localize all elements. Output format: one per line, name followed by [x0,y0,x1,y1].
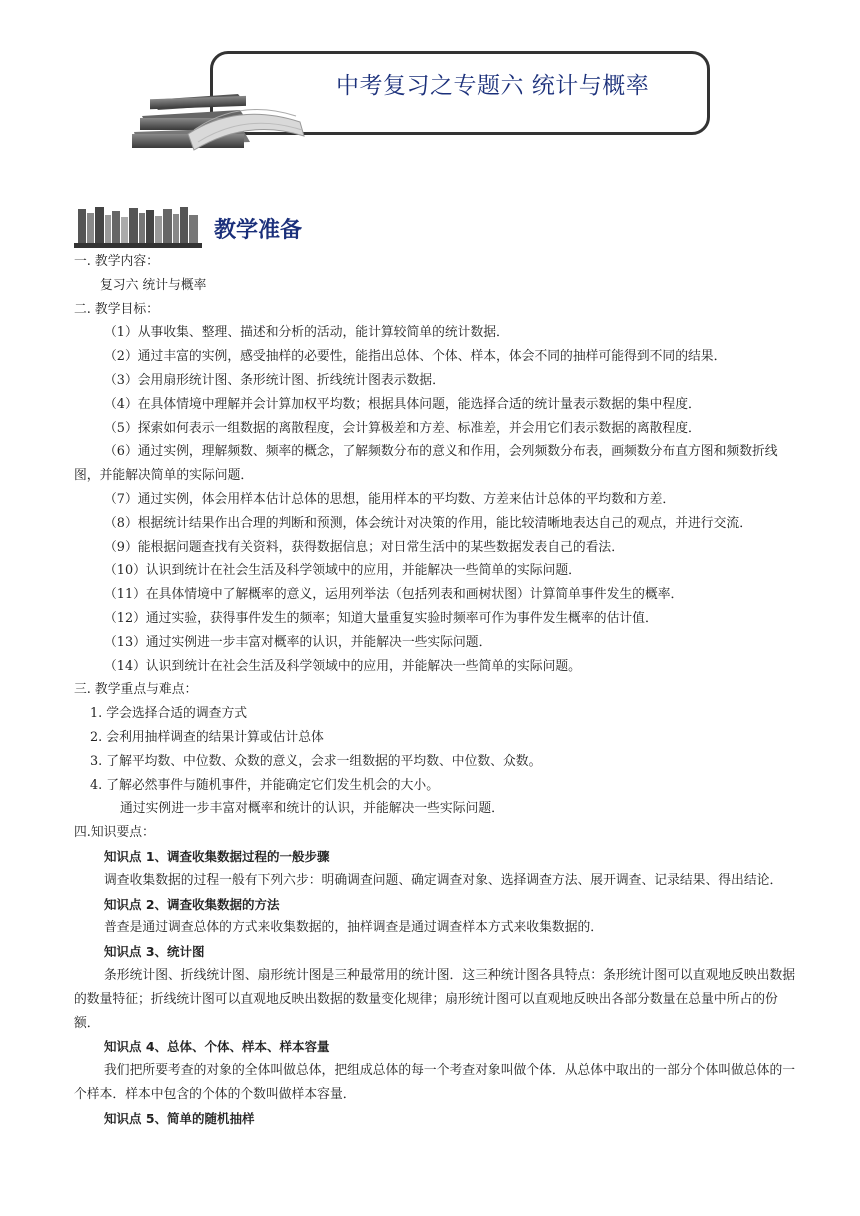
keypoint-item: 4. 了解必然事件与随机事件，并能确定它们发生机会的大小。 [90,777,439,793]
knowledge-title: 知识点 5、简单的随机抽样 [104,1110,255,1126]
section-banner [74,203,374,251]
objective-item: （4）在具体情境中理解并会计算加权平均数；根据具体问题，能选择合适的统计量表示数据的集中程度． [104,396,701,412]
page-title: 中考复习之专题六 统计与概率 [336,73,650,99]
objective-item: （7）通过实例，体会用样本估计总体的思想，能用样本的平均数、方差来估计总体的平均数和方差． [104,491,676,507]
knowledge-title: 知识点 3、统计图 [104,944,205,960]
objective-item: （5）探索如何表示一组数据的离散程度，会计算极差和方差、标准差，并会用它们表示数据的离散程度． [104,420,701,436]
section-title: 教学准备 [214,218,303,243]
section-heading: 四.知识要点： [74,825,155,841]
objective-item: （11）在具体情境中了解概率的意义，运用列举法（包括列表和画树状图）计算简单事件发生的概率． [104,587,684,603]
knowledge-text: 条形统计图、折线统计图、扇形统计图是三种最常用的统计图．这三种统计图各具特点：条形统计图可以直观地反映出数据的数量特征；折线统计图可以直观地反映出数据的数量变化规律；扇形统计图可以直观地反映出各部分数量在总量中所占的份额． [74,967,796,1031]
objective-item: （14）认识到统计在社会生活及科学领域中的应用，并能解决一些简单的实际问题。 [104,658,581,674]
knowledge-title: 知识点 4、总体、个体、样本、样本容量 [104,1039,330,1055]
knowledge-title: 知识点 2、调查收集数据的方法 [104,896,280,912]
objective-item: （6）通过实例，理解频数、频率的概念，了解频数分布的意义和作用，会列频数分布表，画频数分布直方图和频数折线图，并能解决简单的实际问题． [74,444,778,484]
knowledge-text: 普查是通过调查总体的方式来收集数据的，抽样调查是通过调查样本方式来收集数据的． [104,920,604,936]
objective-item: （12）通过实验，获得事件发生的频率；知道大量重复实验时频率可作为事件发生概率的估计值． [104,610,658,626]
objective-item: （9）能根据问题查找有关资料，获得数据信息；对日常生活中的某些数据发表自己的看法． [104,539,625,555]
objective-item: （3）会用扇形统计图、条形统计图、折线统计图表示数据． [104,372,445,388]
book-stack-icon [128,70,328,160]
objective-item: （2）通过丰富的实例，感受抽样的必要性，能指出总体、个体、样本，体会不同的抽样可能得到不同的结果． [104,349,727,365]
knowledge-title: 知识点 1、调查收集数据过程的一般步骤 [104,848,330,864]
knowledge-text: 调查收集数据的过程一般有下列六步：明确调查问题、确定调查对象、选择调查方法、展开调查、记录结果、得出结论． [104,872,783,888]
keypoint-item: 1. 学会选择合适的调查方式 [90,706,248,722]
knowledge-text: 我们把所要考查的对象的全体叫做总体，把组成总体的每一个考查对象叫做个体．从总体中取出的一部分个体叫做总体的一个样本．样本中包含的个体的个数叫做样本容量． [74,1063,796,1102]
text-line: 复习六 统计与概率 [100,277,207,293]
keypoint-extra: 通过实例进一步丰富对概率和统计的认识，并能解决一些实际问题． [120,801,504,817]
objective-item: （8）根据统计结果作出合理的判断和预测，体会统计对决策的作用，能比较清晰地表达自己的观点，并进行交流． [104,515,752,531]
keypoint-item: 2. 会利用抽样调查的结果计算或估计总体 [90,729,324,745]
objective-item: （13）通过实例进一步丰富对概率的认识，并能解决一些实际问题． [104,634,492,650]
objective-item: （10）认识到统计在社会生活及科学领域中的应用，并能解决一些简单的实际问题． [104,563,581,579]
document-body [74,250,801,1130]
section-heading: 一. 教学内容： [74,254,159,269]
section-heading: 三. 教学重点与难点： [74,682,198,698]
bookshelf-icon [74,203,204,249]
section-heading: 二. 教学目标： [74,301,159,317]
keypoint-item: 3. 了解平均数、中位数、众数的意义，会求一组数据的平均数、中位数、众数。 [90,753,542,769]
objective-item: （1）从事收集、整理、描述和分析的活动，能计算较简单的统计数据． [104,325,509,341]
